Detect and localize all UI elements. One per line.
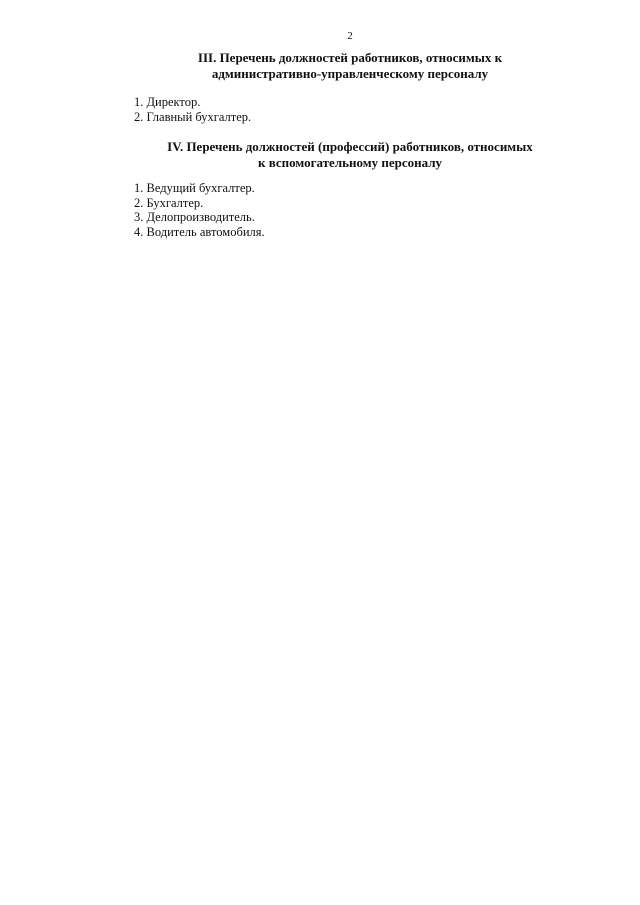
list-item: 3. Делопроизводитель. (134, 210, 255, 224)
section-3-title-line2: административно-управленческому персоналу (211, 66, 489, 81)
list-item: 4. Водитель автомобиля. (134, 224, 265, 239)
list-item: 2. Бухгалтер. (134, 195, 204, 210)
section-3-title-line1: III. Перечень должностей работников, относимых к (197, 50, 503, 65)
section-3-title (120, 50, 580, 82)
page-number: 2 (347, 30, 353, 42)
section-4-title-line1: IV. Перечень должностей (профессий) работников, относимых (167, 139, 533, 154)
section-4-title-line2: к вспомогательному персоналу (257, 155, 442, 170)
list-item: 1. Директор. (134, 95, 201, 109)
list-item: 1. Ведущий бухгалтер. (134, 181, 255, 195)
list-item: 2. Главный бухгалтер. (134, 109, 252, 124)
section-4-title (120, 139, 580, 171)
section-3-list (134, 95, 251, 124)
section-4-list (134, 181, 265, 239)
